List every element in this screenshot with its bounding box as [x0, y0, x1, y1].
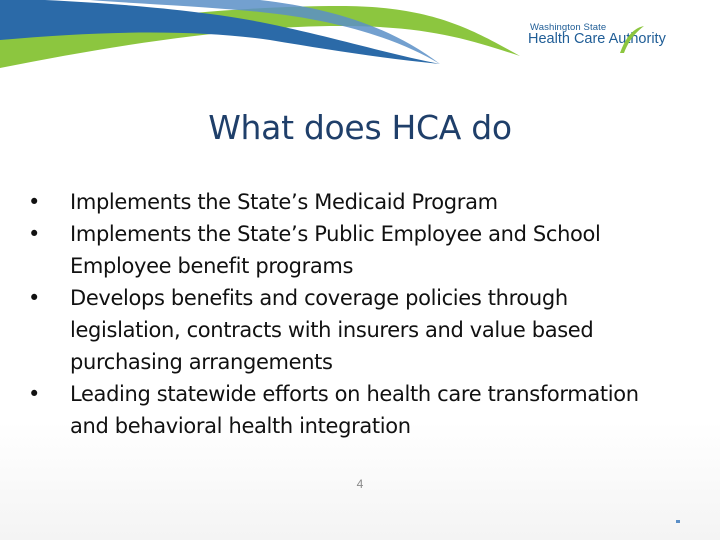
bullet-text: Implements the State’s Public Employee and School Employee benefit programs — [70, 222, 601, 278]
bullet-text: Leading statewide efforts on health care transformation and behavioral health integration — [70, 382, 639, 438]
bullet-text: Implements the State’s Medicaid Program — [70, 190, 498, 214]
slide-title: What does HCA do — [208, 108, 512, 147]
bullet-dot-icon: • — [28, 222, 41, 246]
page-number: 4 — [356, 477, 364, 491]
bullet-text: Develops benefits and coverage policies through legislation, contracts with insurers and value based purchasing arrangements — [70, 286, 594, 374]
bullet-item — [22, 282, 682, 378]
logo-line-2: Health Care Authority — [528, 31, 666, 47]
corner-mark-decoration — [676, 520, 680, 523]
logo-swoosh-icon — [528, 22, 688, 56]
bullet-dot-icon: • — [28, 190, 41, 214]
bullet-item — [22, 378, 682, 442]
logo-line-1: Washington State — [530, 22, 607, 33]
bullet-item — [22, 186, 682, 218]
hca-logo — [528, 22, 688, 56]
bullet-dot-icon: • — [28, 286, 41, 310]
bullet-list — [22, 186, 682, 442]
bullet-dot-icon: • — [28, 382, 41, 406]
bullet-item — [22, 218, 682, 282]
